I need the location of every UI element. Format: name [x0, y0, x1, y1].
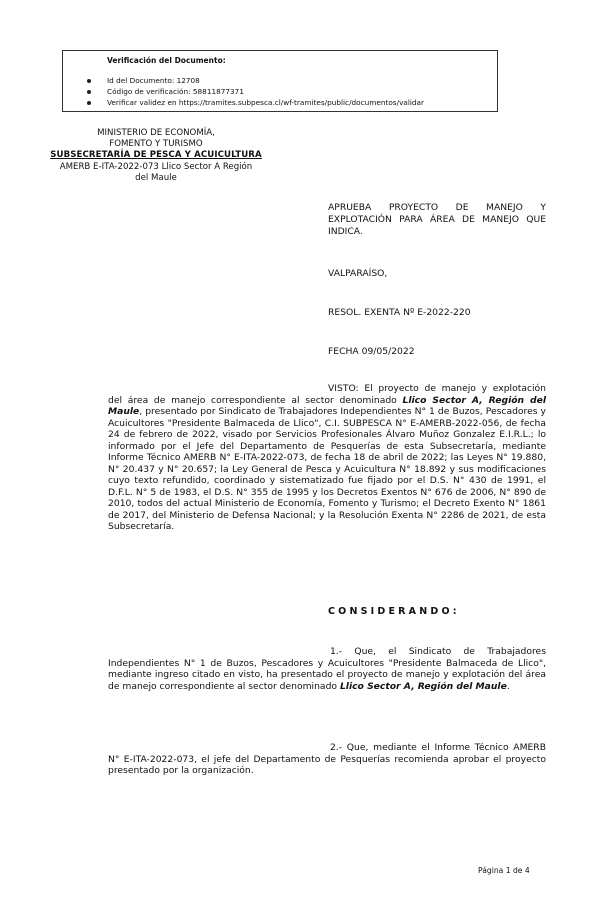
subsecretaria-name: SUBSECRETARÍA DE PESCA Y ACUICULTURA	[50, 150, 262, 161]
ministry-line-2: FOMENTO Y TURISMO	[109, 139, 203, 150]
verification-id: Id del Documento: 12708	[87, 75, 424, 86]
reference-line-2: del Maule	[135, 172, 177, 183]
verification-title: Verificación del Documento:	[107, 56, 226, 65]
verification-list	[87, 75, 424, 108]
considerando-1: 1.- Que, el Sindicato de Trabajadores Independientes N° 1 de Buzos, Pescadores y Acuicultores "Presidente Balmaceda de Llico", mediante ingreso citado en visto, ha presentado el proyecto de manejo y explotación del área de manejo correspondiente al sector denominado Llico Sector A, Región del Maule.	[108, 646, 546, 692]
verification-url: Verificar validez en https://tramites.subpesca.cl/wf-tramites/public/documentos/validar	[87, 97, 424, 108]
reference-line-1: AMERB E-ITA-2022-073 Llico Sector A Región	[59, 161, 253, 172]
verification-code: Código de verificación: 58811877371	[87, 86, 424, 97]
place: VALPARAÍSO,	[328, 268, 388, 279]
visto-paragraph: VISTO: El proyecto de manejo y explotación del área de manejo correspondiente al sector denominado Llico Sector A, Región del Maule, presentado por Sindicato de Trabajadores Independientes N° 1 de Buzos, Pescadores y Acuicultores "Presidente Balmaceda de Llico", C.I. SUBPESCA N° E-AMERB-2022-056, de fecha 24 de febrero de 2022, visado por Servicios Profesionales Álvaro Muñoz Gonzalez E.I.R.L.; lo informado por el Jefe del Departamento de Pesquerías de esta Subsecretaría, mediante Informe Técnico AMERB N° E-ITA-2022-073, de fecha 18 de abril de 2022; las Leyes N° 19.880, N° 20.437 y N° 20.657; la Ley General de Pesca y Acuicultura N° 18.892 y sus modificaciones cuyo texto refundido, coordinado y sistematizado fue fijado por el D.S. N° 430 de 1991, el D.F.L. N° 5 de 1983, el D.S. N° 355 de 1995 y los Decretos Exentos N° 676 de 2006, N° 890 de 2010, todos del actual Ministerio de Economía, Fomento y Turismo; el Decreto Exento N° 1861 de 2017, del Ministerio de Defensa Nacional; y la Resolución Exenta N° 2286 de 2021, de esta Subsecretaría.	[108, 383, 547, 532]
sector-name: Llico Sector A, Región del Maule	[339, 680, 507, 692]
bullet-icon	[87, 90, 91, 94]
resolution-summary: APRUEBA PROYECTO DE MANEJO Y EXPLOTACIÓN PARA ÁREA DE MANEJO QUE INDICA.	[328, 202, 546, 237]
page-number: Página 1 de 4	[478, 866, 530, 875]
verification-box	[62, 50, 498, 112]
resolution-date: FECHA 09/05/2022	[328, 346, 415, 357]
ministry-line-1: MINISTERIO DE ECONOMÍA,	[97, 128, 215, 138]
ministry-header	[20, 128, 292, 184]
sector-name: Llico Sector A, Región del Maule	[108, 394, 547, 417]
bullet-icon	[87, 101, 91, 105]
considerando-heading: CONSIDERANDO:	[328, 606, 460, 617]
considerando-2: 2.- Que, mediante el Informe Técnico AMERB N° E-ITA-2022-073, el jefe del Departamento de Pesquerías recomienda aprobar el proyecto presentado por la organización.	[108, 742, 546, 776]
bullet-icon	[87, 79, 91, 83]
resolution-number: RESOL. EXENTA Nº E-2022-220	[328, 307, 471, 318]
